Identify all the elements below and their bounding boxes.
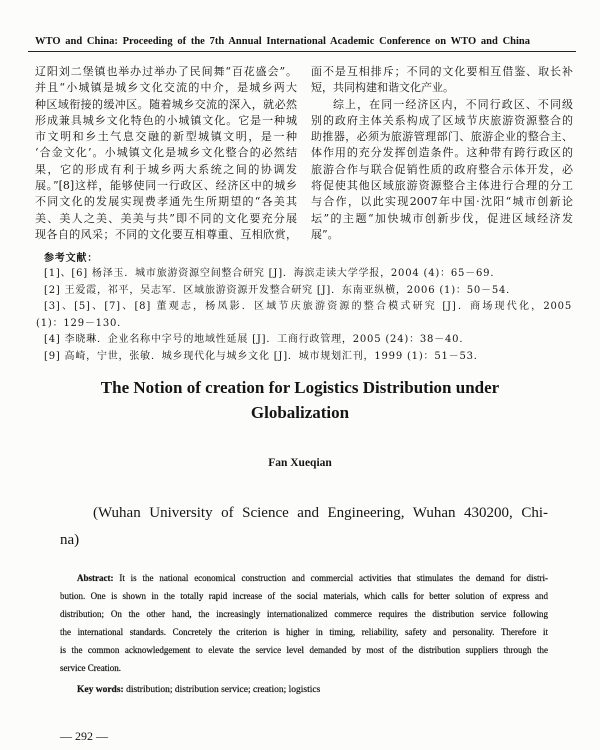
abstract-line	[60, 569, 548, 587]
abstract-line: the international standards. Concretely the criterion is higher in timing, reliability, safety and personality. Therefore it	[60, 627, 548, 637]
body-text-line: 辽阳刘二堡镇也举办过举办了民间舞“百花盛会”。	[35, 65, 297, 78]
body-text-line: 市文明和乡土气息交融的新型城镇文明，是一种	[35, 130, 297, 144]
body-text-line: 综上，在同一经济区内，不同行政区、不同级	[333, 97, 573, 111]
affiliation-line: (Wuhan University of Science and Engineering, Wuhan 430200, Chi-	[93, 505, 548, 521]
abstract-line: bution. One is shown in the totally rapid increase of the social materials, which calls for better solution of express and	[60, 591, 548, 601]
abstract-line: service Creation.	[60, 663, 121, 673]
body-text-line: 面不是互相排斥；不同的文化要相互借鉴、取长补	[311, 65, 573, 78]
body-text-line: 别的政府主体关系构成了区域节庆旅游资源整合的	[311, 113, 573, 127]
body-text-line: 助推器，必须为旅游管理部门、旅游企业的整合主、	[311, 130, 573, 144]
body-text-line: 形成兼具城乡文化特色的小城镇文化。它是一种城	[35, 113, 297, 127]
body-text-line: 展”。	[311, 227, 339, 241]
running-head: WTO and China: Proceeding of the 7th Annual International Academic Conference on WTO and China	[35, 36, 530, 47]
author-name: Fan Xueqian	[268, 457, 332, 469]
keywords-text: distribution; distribution service; creation; logistics	[126, 685, 321, 695]
reference-entry: [1]、[6] 杨泽玉．城市旅游资源空间整合研究 [J]．海滨走读大学学报，2004 (4)：65－69．	[44, 268, 502, 279]
reference-entry: [2] 王爱霞，祁平，吴志军．区域旅游资源开发整合研究 [J]．东南亚纵横，2006 (1)：50－54．	[44, 284, 517, 296]
reference-entry: [9] 高崎，宁世，张敏．城乡现代化与城乡文化 [J]．城市规划汇刊，1999 (1)：51－53．	[44, 350, 485, 362]
body-text-line: 现各自的风采；不同的文化要互相尊重、互相欣赏，	[35, 227, 297, 241]
body-text-line: 旅游合作与联合促销性质的政府整合示体开发，必	[311, 162, 573, 176]
body-text-line: ‘合金文化’。小城镇文化是城乡文化整合的必然结	[35, 146, 297, 160]
abstract	[60, 569, 548, 677]
keywords-label: Key words:	[77, 685, 124, 695]
paper-title-line: The Notion of creation for Logistics Distribution under	[100, 378, 500, 397]
body-left-column	[35, 64, 297, 243]
abstract-line: is the common acknowledgement to elevate the service level demanded by most of the distribution suppliers through the	[60, 645, 548, 655]
body-text-line: 展。”[8]这样，能够使同一行政区、经济区中的城乡	[35, 179, 297, 193]
reference-entry-continuation: (1)：129－130．	[36, 317, 128, 329]
page-number: — 292 —	[60, 729, 108, 743]
reference-entry: [3]、[5]、[7]、[8] 董观志，杨凤影．区域节庆旅游资源的整合模式研究 [J]．商场现代化，2005	[44, 301, 572, 312]
affiliation-line: na)	[60, 532, 80, 548]
keywords	[77, 681, 320, 699]
references-heading: 参考文献：	[44, 253, 98, 264]
references-section	[0, 251, 600, 365]
body-right-column	[311, 64, 573, 243]
abstract-text: It is the national economical construction and commercial activities that stimulates the demand for distri-	[119, 573, 548, 583]
body-text-line: 不同文化的发展实现费孝通先生所期望的“各美其	[35, 195, 297, 209]
body-text-line: 将促使其他区域旅游资源整合主体进行合理的分工	[311, 179, 573, 193]
body-text-line: 种区域衔接的缓冲区。随着城乡交流的深入，就必然	[35, 97, 297, 111]
paper-title	[0, 375, 600, 425]
body-text-line: 美、美人之美、美美与共”即不同的文化要充分展	[35, 211, 297, 225]
body-text-line: 与合作，以此实现2007年中国·沈阳“城市创新论	[311, 195, 573, 209]
paper-title-line: Globalization	[250, 403, 350, 422]
header-rule	[28, 51, 576, 52]
body-text-line: 体作用的充分发挥创造条件。这种带有跨行政区的	[311, 146, 573, 160]
abstract-line: distribution; On the other hand, the increasingly internationalized commerce requires the distribution service following	[60, 609, 548, 619]
abstract-label: Abstract:	[77, 573, 114, 583]
body-text-line: 果，它的形成有利于城乡两大系统之间的协调发	[35, 162, 297, 176]
body-text-line: 坛”的主题“加快城市创新步伐，促进区域经济发	[311, 211, 573, 225]
reference-entry: [4] 李晓琳．企业名称中字号的地域性延展 [J]．工商行政管理，2005 (24)：38－40．	[44, 334, 471, 345]
body-text-line: 并且“小城镇是城乡文化交流的中介，是城乡两大	[35, 81, 297, 95]
body-text-line: 短，共同构建和谐文化产业。	[311, 81, 454, 95]
